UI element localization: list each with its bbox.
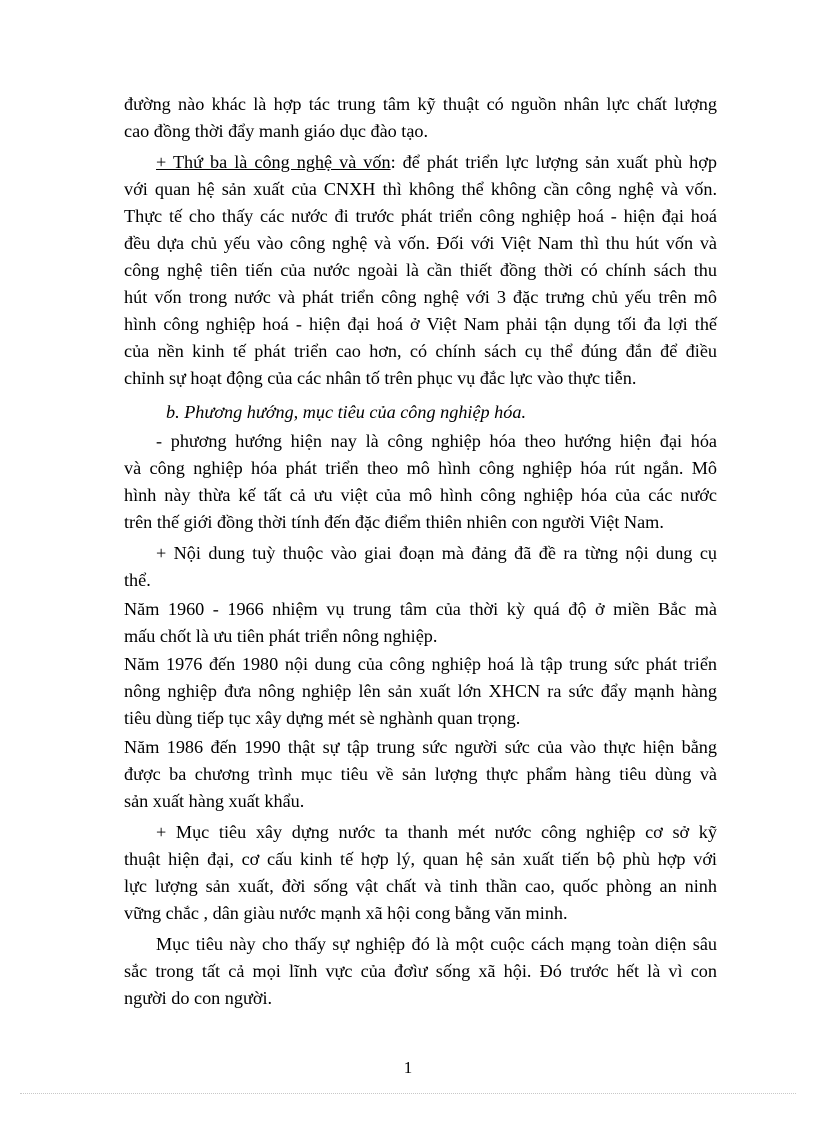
body-text-line: sắc trong tất cả mọi lĩnh vực của đơìư sống xã hội. Đó trước hết là vì con — [124, 961, 717, 981]
paragraph-third-factor — [156, 149, 717, 176]
body-text-line: - phương hướng hiện nay là công nghiệp hóa theo hướng hiện đại hóa — [156, 431, 717, 451]
body-text-line: và công nghiệp hóa phát triển theo mô hình công nghiệp hóa rút ngắn. Mô — [124, 458, 717, 478]
body-text-line: Thực tế cho thấy các nước đi trước phát triển công nghiệp hoá - hiện đại hoá — [124, 206, 717, 226]
body-text-line: của nền kinh tế phát triển cao hơn, có chính sách cụ thể đúng đắn để điều — [124, 341, 717, 361]
section-heading: b. Phương hướng, mục tiêu của công nghiệp hóa. — [166, 402, 527, 422]
body-text-line: Năm 1960 - 1966 nhiệm vụ trung tâm của thời kỳ quá độ ở miền Bắc mà — [124, 599, 717, 619]
body-text-line: đều dựa chủ yếu vào công nghệ và vốn. Đối với Việt Nam thì thu hút vốn và — [124, 233, 717, 253]
body-text-line: sản xuất hàng xuất khẩu. — [124, 791, 305, 811]
body-text-line: Mục tiêu này cho thấy sự nghiệp đó là một cuộc cách mạng toàn diện sâu — [156, 934, 717, 954]
body-text-line: được ba chương trình mục tiêu về sản lượng thực phẩm hàng tiêu dùng và — [124, 764, 717, 784]
page-number: 1 — [403, 1058, 413, 1077]
body-text-line: công nghệ tiên tiến của nước ngoài là cần thiết đồng thời có chính sách thu — [124, 260, 717, 280]
body-text-line: + Mục tiêu xây dựng nước ta thanh mét nước công nghiệp cơ sở kỹ — [156, 822, 717, 842]
body-text-line: Năm 1986 đến 1990 thật sự tập trung sức người sức của vào thực hiện bằng — [124, 737, 717, 757]
underlined-heading: + Thứ ba là công nghệ và vốn — [156, 152, 391, 172]
body-text-line: hình này thừa kế tất cả ưu việt của mô hình công nghiệp hóa của các nước — [124, 485, 717, 505]
body-text-line: hình công nghiệp hoá - hiện đại hoá ở Việt Nam phải tận dụng tối đa lợi thế — [124, 314, 717, 334]
body-text-line: người do con người. — [124, 988, 273, 1008]
body-text-line: hút vốn trong nước và phát triển công nghệ với 3 đặc trưng chủ yếu trên mô — [124, 287, 717, 307]
body-text-line: tiêu dùng tiếp tục xây dựng mét sè nghành quan trọng. — [124, 708, 521, 728]
body-text-line: thuật hiện đại, cơ cấu kinh tế hợp lý, quan hệ sản xuất tiến bộ phù hợp với — [124, 849, 717, 869]
body-text-line: đường nào khác là hợp tác trung tâm kỹ thuật có nguồn nhân lực chất lượng — [124, 94, 717, 114]
body-text-line: + Nội dung tuỳ thuộc vào giai đoạn mà đảng đã đề ra từng nội dung cụ — [156, 543, 717, 563]
body-text-line: vững chắc , dân giàu nước mạnh xã hội cong bằng văn minh. — [124, 903, 568, 923]
body-text-line: trên thế giới đồng thời tính đến đặc điểm thiên nhiên con người Việt Nam. — [124, 512, 664, 532]
footer-dotted-rule — [20, 1093, 796, 1094]
body-text-line: nông nghiệp đưa nông nghiệp lên sản xuất lớn XHCN ra sức đẩy mạnh hàng — [124, 681, 717, 701]
body-text-line: thể. — [124, 570, 151, 590]
body-text-fragment: : để phát triển lực lượng sản xuất phù hợp — [390, 152, 717, 172]
body-text-line: mấu chốt là ưu tiên phát triển nông nghiệp. — [124, 626, 438, 646]
body-text-line: chỉnh sự hoạt động của các nhân tố trên phục vụ đắc lực vào thực tiễn. — [124, 368, 637, 388]
body-text-line: Năm 1976 đến 1980 nội dung của công nghiệp hoá là tập trung sức phát triển — [124, 654, 717, 674]
body-text-line: cao đồng thời đẩy manh giáo dục đào tạo. — [124, 121, 429, 141]
body-text-line: lực lượng sản xuất, đời sống vật chất và tinh thần cao, quốc phòng an ninh — [124, 876, 717, 896]
body-text-line: với quan hệ sản xuất của CNXH thì không thể không cần công nghệ và vốn. — [124, 179, 717, 199]
